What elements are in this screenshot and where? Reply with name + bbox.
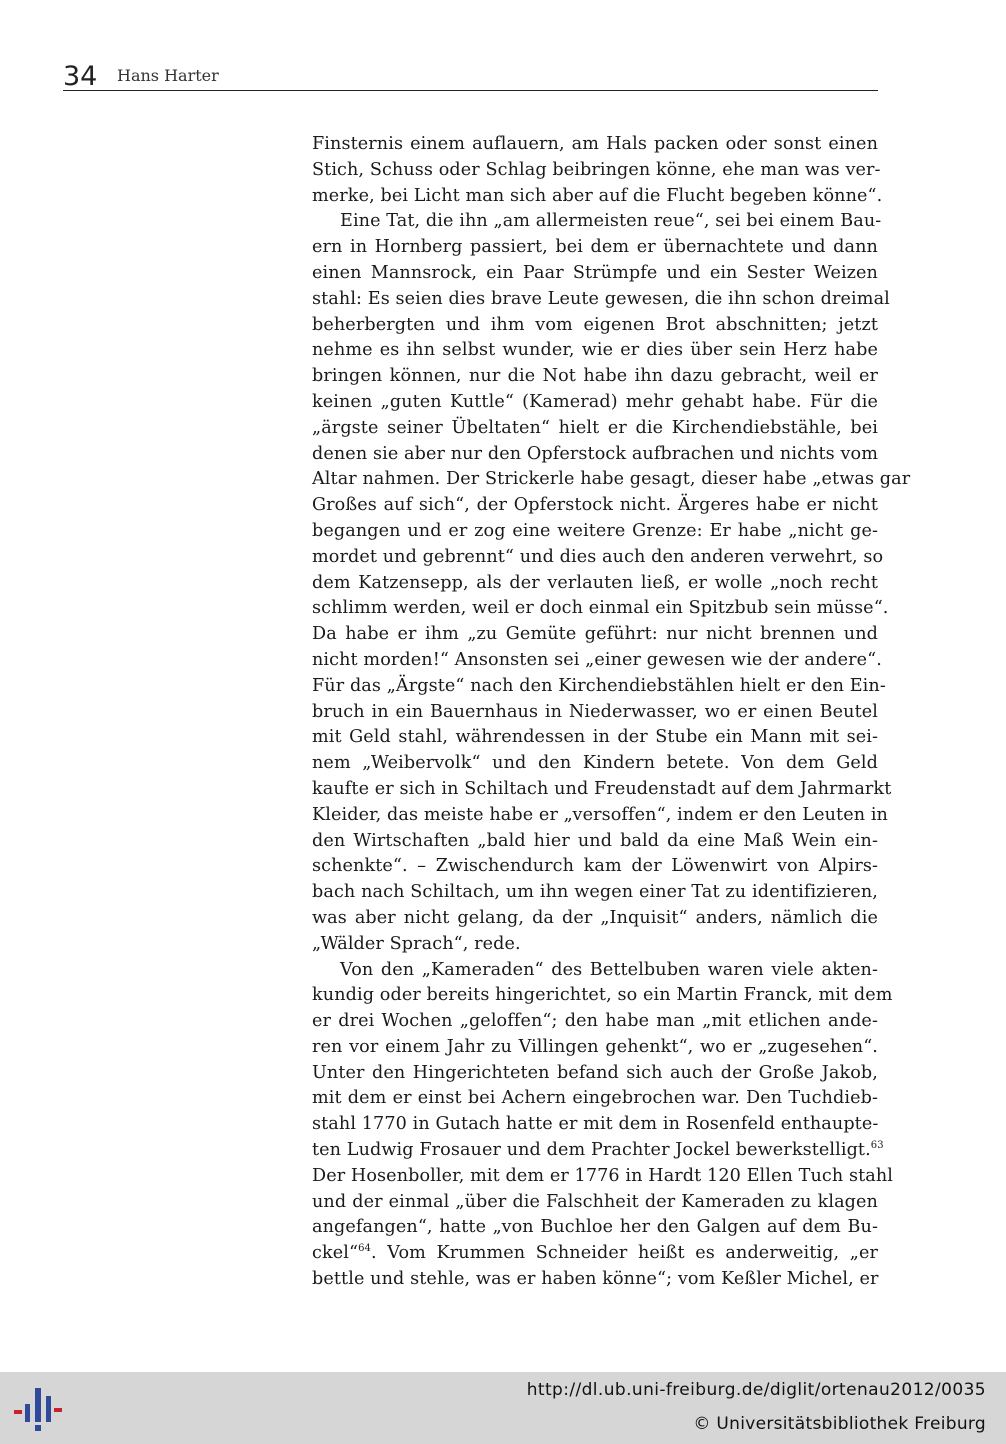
source-url-link[interactable]: http://dl.ub.uni-freiburg.de/diglit/ortenau2012/0035 [526,1380,986,1400]
line-text: Kleider, das meiste habe er „versoffen“, indem er den Leuten in [312,804,888,825]
line-text: Eine Tat, die ihn „am allermeisten reue“, sei bei einem Bau- [340,211,882,232]
line-text: bettle und stehle, was er haben könne“; vom Keßler Michel, er [312,1269,879,1290]
footnote-marker: 64 [358,1243,371,1255]
text-line [312,235,878,261]
line-text: bruch in ein Bauernhaus in Niederwasser, wo er einen Beutel [312,701,878,722]
line-text: Stich, Schuss oder Schlag beibringen könne, ehe man was ver- [312,159,881,180]
text-line [312,467,911,493]
line-text: stahl 1770 in Gutach hatte er mit dem in Rosenfeld enthaupte- [312,1114,879,1135]
text-line [312,571,878,597]
footer-band [0,1372,1006,1444]
line-text: beherbergten und ihm vom eigenen Brot abschnitten; jetzt [312,314,878,335]
line-text: nem „Weibervolk“ und den Kindern betete. Von dem Geld [312,753,878,774]
text-line [312,1086,878,1112]
line-text: bach nach Schiltach, um ihn wegen einer Tat zu identifizieren, [312,882,878,903]
running-head: Hans Harter [117,66,219,85]
text-line [312,184,883,210]
text-line [312,622,878,648]
text-line [312,493,878,519]
line-text: „ärgste seiner Übeltaten“ hielt er die Kirchendiebstähle, bei [312,417,878,438]
line-text: kundig oder bereits hingerichtet, so ein Martin Franck, mit dem [312,985,893,1006]
line-text: ckel“ [312,1243,359,1264]
line-text: denen sie aber nur den Opferstock aufbrachen und nichts vom [312,443,878,464]
text-line [312,854,878,880]
text-line [312,1112,878,1138]
text-line [312,261,878,287]
line-text: angefangen“, hatte „von Buchloe her den Galgen auf dem Bu- [312,1217,878,1238]
line-text: ten Ludwig Frosauer und dem Prachter Jockel bewerkstelligt. [312,1140,871,1161]
text-line [312,1164,894,1190]
text-line [312,700,878,726]
line-text: „Wälder Sprach“, rede. [312,933,521,954]
text-line [312,648,882,674]
text-line [312,803,888,829]
text-line [312,1190,878,1216]
line-text: merke, bei Licht man sich aber auf die Flucht begeben könne“. [312,185,883,206]
text-line [312,442,878,468]
line-text: stahl: Es seien dies brave Leute gewesen, die ihn schon dreimal [312,288,890,309]
line-text: Von den „Kameraden“ des Bettelbuben waren viele akten- [340,959,878,980]
text-line [312,751,878,777]
line-text: er drei Wochen „geloffen“; den habe man „mit etlichen ande- [312,1011,878,1032]
line-text: nicht morden!“ Ansonsten sei „einer gewesen wie der andere“. [312,649,882,670]
line-text: ern in Hornberg passiert, bei dem er übernachtete und dann [312,237,878,258]
text-line [312,209,882,235]
text-line [312,1009,878,1035]
line-text: schenkte“. – Zwischendurch kam der Löwenwirt von Alpirs- [312,856,878,877]
line-text: Da habe er ihm „zu Gemüte geführt: nur nicht brennen und [312,624,878,645]
text-line [312,777,892,803]
text-line [312,338,878,364]
text-line [312,132,878,158]
line-text: kaufte er sich in Schiltach und Freudenstadt auf dem Jahrmarkt [312,778,892,799]
body-text [312,132,911,1293]
line-text: schlimm werden, weil er doch einmal ein Spitzbub sein müsse“. [312,598,889,619]
text-line [312,287,890,313]
text-line [312,158,881,184]
line-text: was aber nicht gelang, da der „Inquisit“ anders, nämlich die [312,907,878,928]
footnote-marker: 63 [870,1140,884,1152]
line-text: Unter den Hingerichteten befand sich auch der Große Jakob, [312,1062,878,1083]
line-text: mit Geld stahl, währendessen in der Stube ein Mann mit sei- [312,727,878,748]
text-line [312,674,886,700]
line-text: Altar nahmen. Der Strickerle habe gesagt, dieser habe „etwas gar [312,469,911,490]
line-text: nehme es ihn selbst wunder, wie er dies über sein Herz habe [312,340,878,361]
text-line [312,1267,878,1293]
text-line [312,1215,878,1241]
library-logo-icon [12,1382,64,1434]
text-line [312,932,878,958]
text-line [312,906,878,932]
text-line [312,958,878,984]
line-text: und der einmal „über die Falschheit der Kameraden zu klagen [312,1191,878,1212]
text-line [312,519,878,545]
copyright-notice: © Universitätsbibliothek Freiburg [693,1414,986,1434]
line-text-continued: . Vom Krummen Schneider heißt es anderweitig, „er [371,1243,878,1264]
text-line [312,596,889,622]
text-line [312,725,878,751]
text-line [312,983,893,1009]
text-line [312,829,878,855]
text-line [312,880,878,906]
line-text: Großes auf sich“, der Opferstock nicht. Ärgeres habe er nicht [312,495,878,516]
text-line [312,1035,878,1061]
text-line [312,1138,884,1164]
line-text: ren vor einem Jahr zu Villingen gehenkt“, wo er „zugesehen“. [312,1036,878,1057]
text-line [312,1241,878,1267]
text-line [312,416,878,442]
text-line [312,390,878,416]
page-header [63,62,878,91]
line-text: mordet und gebrennt“ und dies auch den anderen verwehrt, so [312,546,884,567]
line-text: dem Katzensepp, als der verlauten ließ, er wolle „noch recht [312,572,878,593]
text-line [312,364,878,390]
line-text: begangen und er zog eine weitere Grenze: Er habe „nicht ge- [312,520,878,541]
line-text: bringen können, nur die Not habe ihn dazu gebracht, weil er [312,366,878,387]
line-text: mit dem er einst bei Achern eingebrochen war. Den Tuchdieb- [312,1088,878,1109]
line-text: Finsternis einem auflauern, am Hals packen oder sonst einen [312,134,878,154]
line-text: Der Hosenboller, mit dem er 1776 in Hardt 120 Ellen Tuch stahl [312,1165,894,1186]
text-line [312,313,878,339]
line-text: den Wirtschaften „bald hier und bald da eine Maß Wein ein- [312,830,878,851]
line-text: keinen „guten Kuttle“ (Kamerad) mehr gehabt habe. Für die [312,391,878,412]
text-line [312,545,884,571]
text-line [312,1061,878,1087]
page-number: 34 [63,61,98,92]
line-text: Für das „Ärgste“ nach den Kirchendiebstählen hielt er den Ein- [312,675,886,696]
line-text: einen Mannsrock, ein Paar Strümpfe und ein Sester Weizen [312,262,878,283]
